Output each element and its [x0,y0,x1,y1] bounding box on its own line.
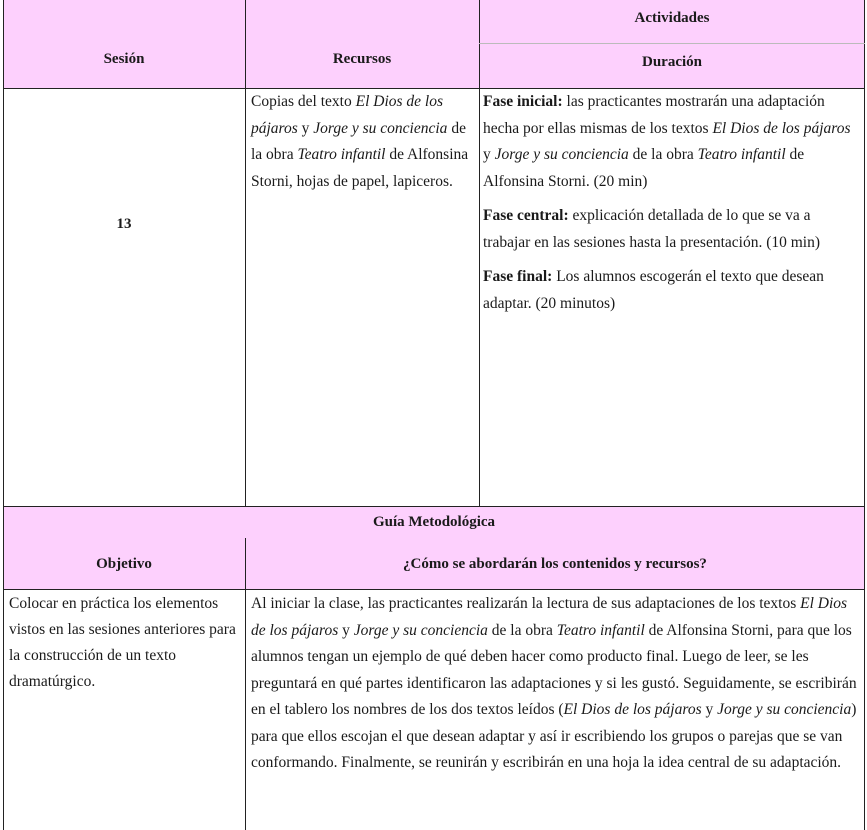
grid-line [3,88,865,89]
como-text [251,591,861,777]
text-run: las practicantes mostrarán una adaptación hecha por ellas mismas de los textos [483,93,825,137]
grid-line [864,0,865,830]
italic-title: Jorge y su conciencia [353,621,488,639]
grid-line [245,0,246,506]
objetivo-text [9,591,241,695]
duracion-header: Duración [642,53,702,70]
text-run: de Alfonsina Storni. (20 min) [483,146,805,190]
guia-title: Guía Metodológica [372,513,496,530]
lesson-plan-table [3,0,865,830]
text-run: Colocar en práctica los elementos vistos en las sesiones anteriores para la construcción de un texto dramatúrgico. [9,595,236,690]
phase-label: Fase inicial: [483,93,563,110]
italic-title: Teatro infantil [697,146,786,163]
italic-title: El Dios de los pájaros [251,595,848,639]
session-number: 13 [116,215,132,232]
recursos-text [251,89,477,195]
text-run: y [483,146,495,163]
grid-line [3,506,865,507]
grid-line [3,0,4,830]
recursos-header: Recursos [332,50,392,67]
italic-title: Teatro infantil [297,146,386,163]
grid-line [479,0,480,506]
text-run: explicación detallada de lo que se va a trabajar en las sesiones hasta la presentación. (10 min) [483,207,821,251]
italic-title: Jorge y su conciencia [717,701,852,718]
fase-paragraph [483,264,861,317]
como-header: ¿Cómo se abordarán los contenidos y recursos? [403,555,707,572]
text-run: Copias del texto [251,93,356,110]
italic-title: El Dios de los pájaros [251,93,444,137]
grid-line [3,589,865,590]
sesion-header: Sesión [103,50,145,67]
phase-label: Fase central: [483,207,569,224]
text-run: Al iniciar la clase, las practicantes realizarán la lectura de sus adaptaciones de los textos [251,595,801,612]
text-run: de la obra [251,119,466,163]
text-run: de la obra [487,621,557,639]
text-run: de la obra [628,146,698,163]
objetivo-header: Objetivo [96,555,152,572]
italic-title: Jorge y su conciencia [494,146,629,163]
grid-line [479,43,865,44]
text-run: de Alfonsina Storni, hojas de papel, lapiceros. [251,146,469,190]
fase-paragraph [483,203,861,256]
italic-title: El Dios de los pájaros [712,119,851,137]
text-run: y [338,621,354,639]
fases-list [483,89,861,317]
text-run: de Alfonsina Storni, para que los alumnos tengan un ejemplo de qué deben hacer como producto final. Luego de leer, se les preguntará en qué partes identificaron las adaptaciones y si les gustó. Seguidamente, se escribirán en el tablero los nombres de los dos textos leídos ( [251,621,857,718]
grid-line [245,538,246,830]
fase-paragraph [483,89,861,195]
actividades-header: Actividades [634,9,710,26]
text-run: y [701,701,718,718]
text-run: Los alumnos escogerán el texto que desean adaptar. (20 minutos) [483,268,824,312]
text-run: y [297,119,314,137]
italic-title: Teatro infantil [556,621,645,639]
italic-title: El Dios de los pájaros [563,701,702,718]
phase-label: Fase final: [483,268,553,285]
italic-title: Jorge y su conciencia [313,119,448,137]
text-run: ) para que ellos escojan el que desean adaptar y así ir escribiendo los grupos o parejas que se van conformando. Finalmente, se reunirán y escribirán en una hoja la idea central de su adaptación. [251,701,857,771]
